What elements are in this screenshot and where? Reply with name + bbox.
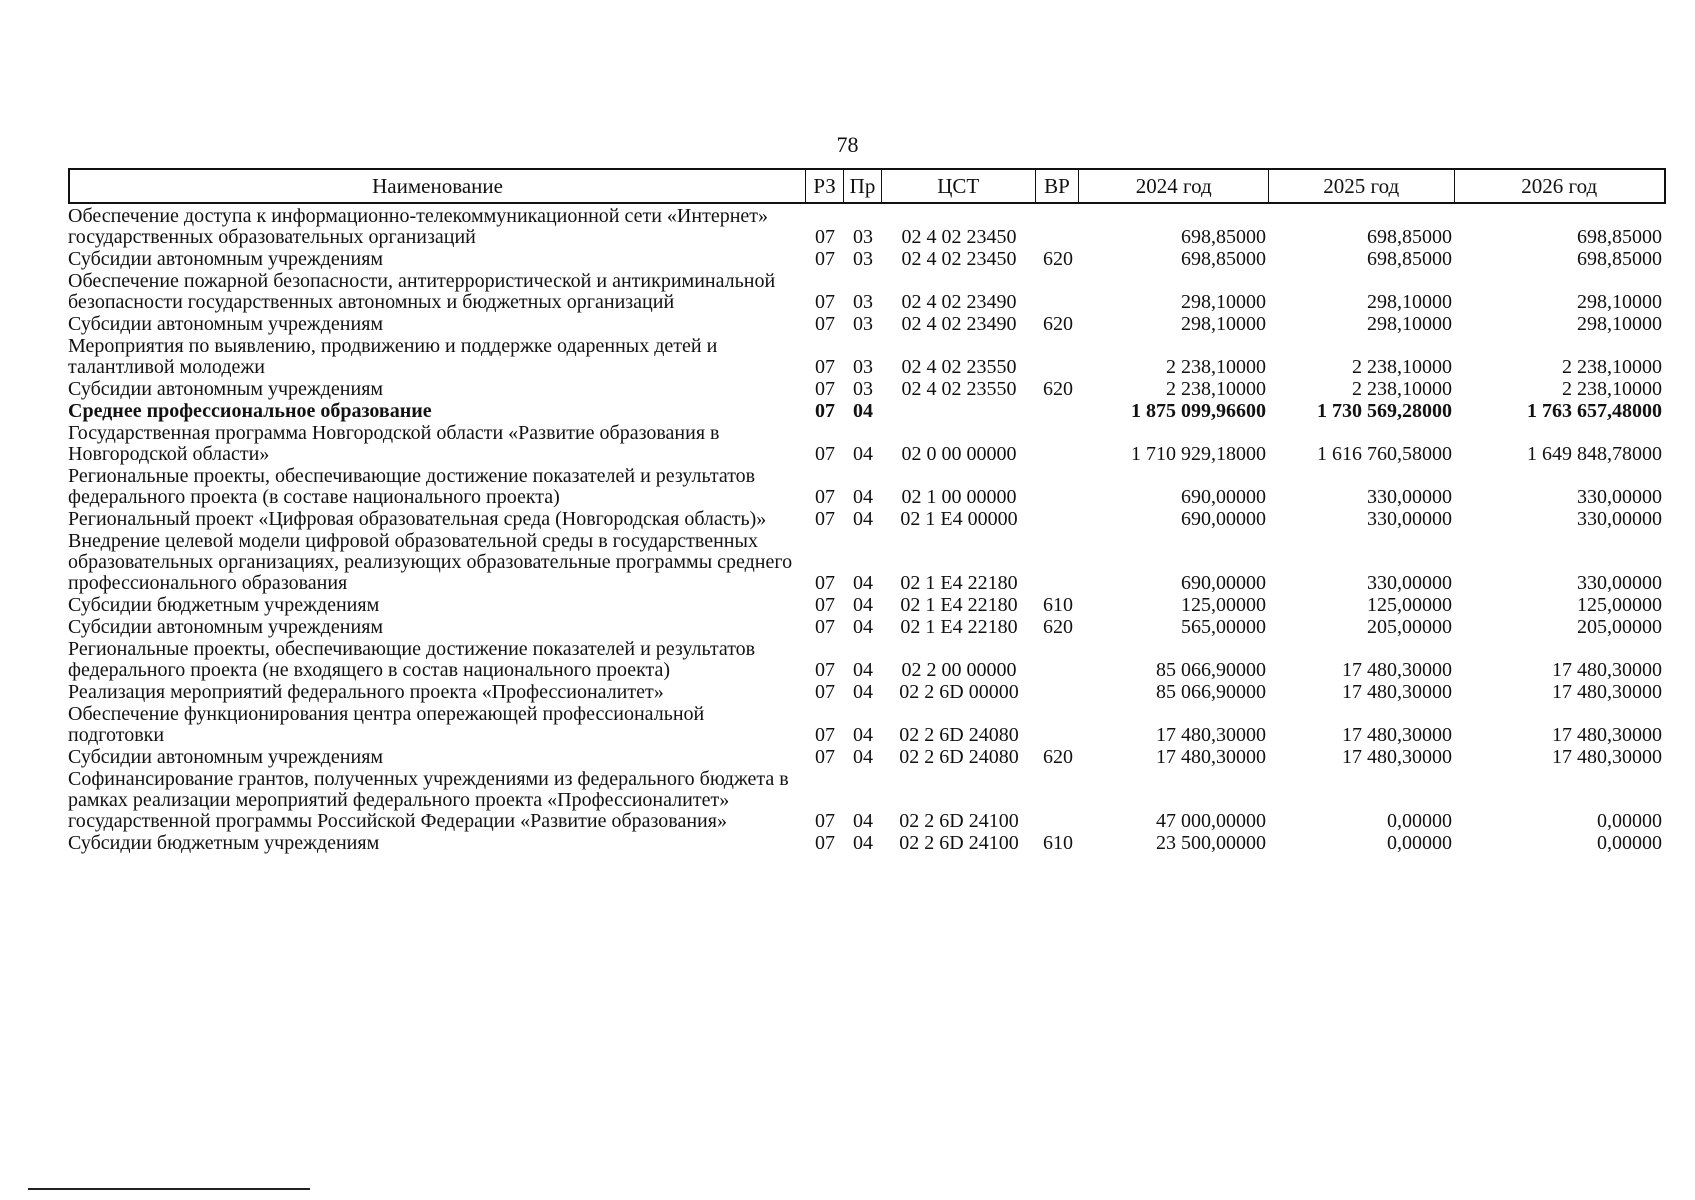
cell-y2026: 17 480,30000 <box>1552 724 1662 746</box>
cell-cst: 02 4 02 23450 <box>901 226 1017 248</box>
cell-y2025: 1 730 569,28000 <box>1317 400 1452 422</box>
cell-y2026: 330,00000 <box>1577 486 1662 508</box>
table-row <box>68 769 1666 832</box>
table-row <box>68 682 1666 703</box>
table-header <box>68 168 1666 204</box>
cell-rz: 07 <box>815 291 835 313</box>
cell-rz: 07 <box>815 356 835 378</box>
table-row <box>68 423 1666 465</box>
cell-name: Субсидии автономным учреждениям <box>68 378 384 400</box>
cell-rz: 07 <box>815 832 835 854</box>
table-row <box>68 833 1666 854</box>
cell-y2024: 698,85000 <box>1181 226 1266 248</box>
cell-cst: 02 4 02 23490 <box>901 313 1017 335</box>
cell-cst: 02 1 E4 22180 <box>900 572 1018 594</box>
footer-rule <box>28 1188 310 1190</box>
cell-rz: 07 <box>815 400 835 422</box>
cell-vr: 620 <box>1043 616 1073 638</box>
cell-y2024: 690,00000 <box>1181 508 1266 530</box>
cell-y2026: 17 480,30000 <box>1552 681 1662 703</box>
cell-y2026: 1 649 848,78000 <box>1527 443 1662 465</box>
cell-y2024: 125,00000 <box>1181 594 1266 616</box>
cell-y2024: 85 066,90000 <box>1156 659 1266 681</box>
cell-vr: 610 <box>1043 832 1073 854</box>
cell-y2025: 0,00000 <box>1387 810 1452 832</box>
cell-pr: 04 <box>853 659 873 681</box>
cell-name: Внедрение целевой модели цифровой образовательной среды в государственных образовательных организациях, реализующих образовательные программы среднего профессионального образования <box>68 530 793 594</box>
cell-pr: 04 <box>853 508 873 530</box>
cell-name: Софинансирование грантов, полученных учреждениями из федерального бюджета в рамках реализации мероприятий федерального проекта «Профессионалитет» государственной программы Российской Федерации «Развитие образования» <box>68 768 789 832</box>
cell-cst: 02 2 6D 00000 <box>899 681 1019 703</box>
cell-pr: 03 <box>853 356 873 378</box>
cell-y2024: 17 480,30000 <box>1156 746 1266 768</box>
cell-rz: 07 <box>815 616 835 638</box>
cell-cst: 02 1 00 00000 <box>901 486 1017 508</box>
table-body <box>68 206 1666 854</box>
cell-rz: 07 <box>815 248 835 270</box>
cell-y2026: 330,00000 <box>1577 572 1662 594</box>
cell-name: Субсидии автономным учреждениям <box>68 248 384 270</box>
cell-y2024: 1 710 929,18000 <box>1131 443 1266 465</box>
cell-y2026: 0,00000 <box>1597 832 1662 854</box>
cell-y2024: 698,85000 <box>1181 248 1266 270</box>
table-row <box>68 314 1666 335</box>
cell-y2025: 298,10000 <box>1367 291 1452 313</box>
cell-y2024: 298,10000 <box>1181 291 1266 313</box>
cell-y2025: 330,00000 <box>1367 572 1452 594</box>
cell-vr: 620 <box>1043 248 1073 270</box>
cell-pr: 04 <box>853 746 873 768</box>
cell-rz: 07 <box>815 681 835 703</box>
cell-name: Субсидии автономным учреждениям <box>68 616 384 638</box>
cell-name: Государственная программа Новгородской области «Развитие образования в Новгородской области» <box>68 422 720 465</box>
cell-vr: 620 <box>1043 746 1073 768</box>
table-row <box>68 639 1666 681</box>
cell-rz: 07 <box>815 659 835 681</box>
cell-y2024: 2 238,10000 <box>1166 378 1266 400</box>
cell-y2024: 2 238,10000 <box>1166 356 1266 378</box>
cell-y2026: 17 480,30000 <box>1552 746 1662 768</box>
cell-y2026: 298,10000 <box>1577 291 1662 313</box>
cell-y2024: 565,00000 <box>1181 616 1266 638</box>
cell-y2025: 2 238,10000 <box>1352 378 1452 400</box>
cell-cst: 02 2 00 00000 <box>901 659 1017 681</box>
header-name: Наименование <box>70 170 806 202</box>
table-row <box>68 401 1666 422</box>
budget-table <box>68 168 1666 855</box>
cell-name: Среднее профессиональное образование <box>68 400 432 422</box>
cell-name: Мероприятия по выявлению, продвижению и поддержке одаренных детей и талантливой молодежи <box>68 335 718 378</box>
cell-y2026: 698,85000 <box>1577 248 1662 270</box>
cell-rz: 07 <box>815 594 835 616</box>
cell-rz: 07 <box>815 443 835 465</box>
cell-rz: 07 <box>815 486 835 508</box>
cell-y2024: 1 875 099,96600 <box>1131 400 1266 422</box>
cell-pr: 04 <box>853 810 873 832</box>
cell-y2026: 0,00000 <box>1597 810 1662 832</box>
cell-y2026: 205,00000 <box>1577 616 1662 638</box>
cell-y2024: 23 500,00000 <box>1156 832 1266 854</box>
cell-cst: 02 2 6D 24080 <box>899 746 1019 768</box>
cell-pr: 04 <box>853 400 873 422</box>
cell-name: Реализация мероприятий федерального проекта «Профессионалитет» <box>68 681 664 703</box>
cell-pr: 04 <box>853 443 873 465</box>
header-vr: ВР <box>1036 170 1080 202</box>
cell-name: Субсидии автономным учреждениям <box>68 313 384 335</box>
cell-y2024: 690,00000 <box>1181 486 1266 508</box>
cell-cst: 02 4 02 23550 <box>901 378 1017 400</box>
cell-y2025: 330,00000 <box>1367 486 1452 508</box>
header-2026: 2026 год <box>1521 173 1598 198</box>
table-row <box>68 336 1666 378</box>
cell-pr: 03 <box>853 226 873 248</box>
cell-y2026: 17 480,30000 <box>1552 659 1662 681</box>
cell-name: Субсидии бюджетным учреждениям <box>68 832 380 854</box>
table-row <box>68 531 1666 594</box>
cell-cst: 02 2 6D 24100 <box>899 832 1019 854</box>
cell-cst: 02 0 00 00000 <box>901 443 1017 465</box>
cell-y2025: 125,00000 <box>1367 594 1452 616</box>
cell-name: Обеспечение доступа к информационно-телекоммуникационной сети «Интернет» государственных образовательных организаций <box>68 205 769 248</box>
table-row <box>68 271 1666 313</box>
cell-y2025: 17 480,30000 <box>1342 746 1452 768</box>
cell-y2025: 2 238,10000 <box>1352 356 1452 378</box>
cell-pr: 04 <box>853 616 873 638</box>
cell-y2026: 2 238,10000 <box>1562 356 1662 378</box>
cell-y2025: 17 480,30000 <box>1342 681 1452 703</box>
cell-name: Субсидии автономным учреждениям <box>68 746 384 768</box>
table-row <box>68 509 1666 530</box>
cell-cst: 02 4 02 23450 <box>901 248 1017 270</box>
cell-pr: 03 <box>853 313 873 335</box>
cell-y2025: 0,00000 <box>1387 832 1452 854</box>
cell-pr: 04 <box>853 486 873 508</box>
cell-y2024: 690,00000 <box>1181 572 1266 594</box>
cell-vr: 610 <box>1043 594 1073 616</box>
cell-y2025: 17 480,30000 <box>1342 659 1452 681</box>
table-row <box>68 379 1666 400</box>
cell-rz: 07 <box>815 508 835 530</box>
cell-y2025: 698,85000 <box>1367 226 1452 248</box>
cell-y2024: 47 000,00000 <box>1156 810 1266 832</box>
cell-y2026: 330,00000 <box>1577 508 1662 530</box>
header-pr: Пр <box>844 170 882 202</box>
cell-pr: 04 <box>853 594 873 616</box>
cell-pr: 03 <box>853 248 873 270</box>
cell-y2024: 17 480,30000 <box>1156 724 1266 746</box>
cell-y2025: 298,10000 <box>1367 313 1452 335</box>
cell-rz: 07 <box>815 226 835 248</box>
cell-rz: 07 <box>815 810 835 832</box>
cell-rz: 07 <box>815 746 835 768</box>
cell-pr: 04 <box>853 724 873 746</box>
page-number: 78 <box>836 132 859 157</box>
cell-y2024: 298,10000 <box>1181 313 1266 335</box>
cell-cst: 02 4 02 23490 <box>901 291 1017 313</box>
cell-rz: 07 <box>815 313 835 335</box>
cell-y2026: 698,85000 <box>1577 226 1662 248</box>
cell-cst: 02 1 E4 22180 <box>900 594 1018 616</box>
cell-y2026: 298,10000 <box>1577 313 1662 335</box>
cell-y2025: 17 480,30000 <box>1342 724 1452 746</box>
cell-name: Субсидии бюджетным учреждениям <box>68 594 380 616</box>
header-2025: 2025 год <box>1269 170 1455 202</box>
cell-cst: 02 1 E4 22180 <box>900 616 1018 638</box>
cell-rz: 07 <box>815 724 835 746</box>
cell-cst: 02 2 6D 24100 <box>899 810 1019 832</box>
cell-name: Обеспечение функционирования центра опережающей профессиональной подготовки <box>68 703 705 746</box>
table-row <box>68 249 1666 270</box>
header-rz: РЗ <box>806 170 844 202</box>
cell-pr: 03 <box>853 378 873 400</box>
cell-y2026: 125,00000 <box>1577 594 1662 616</box>
cell-y2025: 330,00000 <box>1367 508 1452 530</box>
table-row <box>68 617 1666 638</box>
cell-pr: 04 <box>853 832 873 854</box>
cell-pr: 03 <box>853 291 873 313</box>
cell-name: Региональный проект «Цифровая образовательная среда (Новгородская область)» <box>68 508 767 530</box>
cell-cst: 02 2 6D 24080 <box>899 724 1019 746</box>
cell-y2025: 1 616 760,58000 <box>1317 443 1452 465</box>
cell-pr: 04 <box>853 572 873 594</box>
cell-y2025: 205,00000 <box>1367 616 1452 638</box>
header-cst: ЦСТ <box>882 170 1036 202</box>
cell-y2025: 698,85000 <box>1367 248 1452 270</box>
cell-vr: 620 <box>1043 313 1073 335</box>
header-2024: 2024 год <box>1079 170 1269 202</box>
cell-name: Обеспечение пожарной безопасности, антитеррористической и антикриминальной безопасности государственных автономных и бюджетных организаций <box>68 270 776 313</box>
table-row <box>68 595 1666 616</box>
cell-y2026: 2 238,10000 <box>1562 378 1662 400</box>
cell-pr: 04 <box>853 681 873 703</box>
cell-y2024: 85 066,90000 <box>1156 681 1266 703</box>
table-row <box>68 747 1666 768</box>
table-row <box>68 206 1666 248</box>
cell-vr: 620 <box>1043 378 1073 400</box>
table-row <box>68 466 1666 508</box>
cell-y2026: 1 763 657,48000 <box>1527 400 1662 422</box>
cell-name: Региональные проекты, обеспечивающие достижение показателей и результатов федерального проекта (не входящего в состав национального проекта) <box>68 638 756 681</box>
cell-rz: 07 <box>815 572 835 594</box>
cell-cst: 02 4 02 23550 <box>901 356 1017 378</box>
cell-cst: 02 1 E4 00000 <box>900 508 1018 530</box>
cell-rz: 07 <box>815 378 835 400</box>
cell-name: Региональные проекты, обеспечивающие достижение показателей и результатов федерального проекта (в составе национального проекта) <box>68 465 756 508</box>
table-row <box>68 704 1666 746</box>
